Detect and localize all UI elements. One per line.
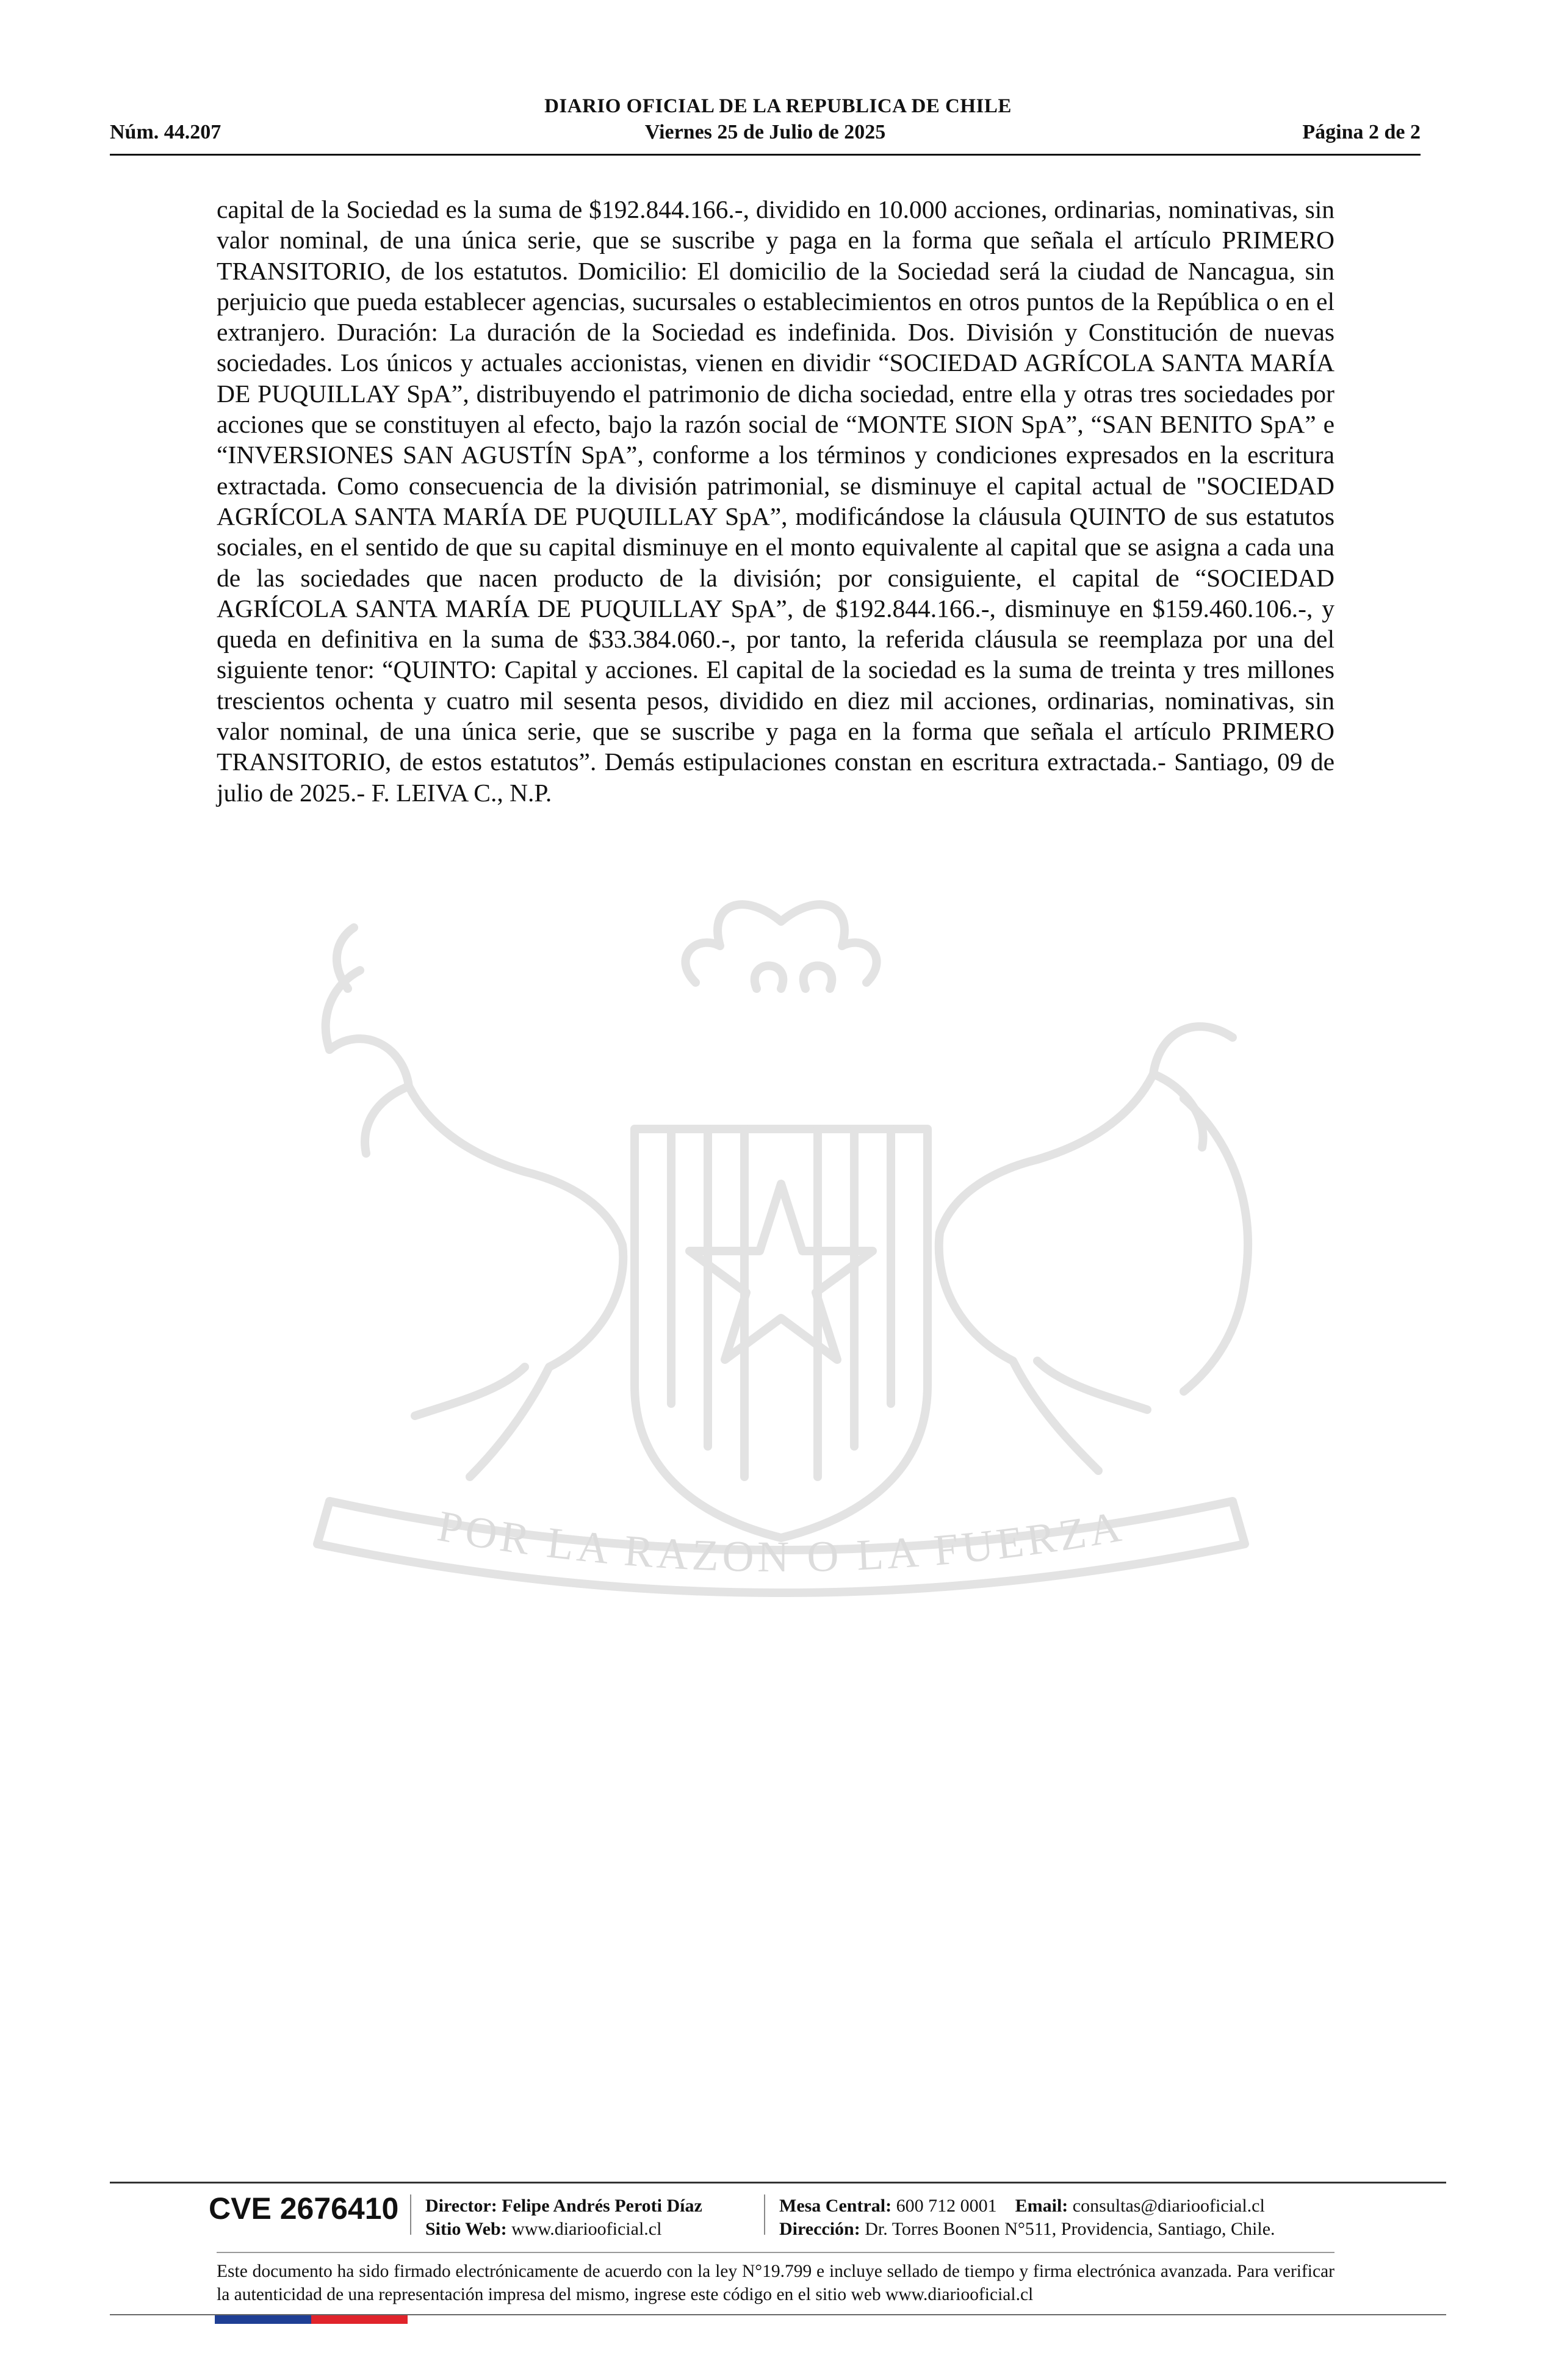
coat-of-arms-icon <box>207 867 1355 1678</box>
issue-number: Núm. 44.207 <box>110 121 222 143</box>
footer-contact-block <box>779 2194 1275 2241</box>
mesa-phone: 600 712 0001 <box>896 2196 997 2216</box>
header-row <box>110 121 1421 146</box>
mesa-label: Mesa Central: <box>779 2196 892 2216</box>
svg-text:POR LA RAZON O LA FUERZA <box>434 1501 1128 1581</box>
issue-date: Viernes 25 de Julio de 2025 <box>644 121 886 143</box>
footer-director-block <box>425 2194 702 2241</box>
newspaper-title: DIARIO OFICIAL DE LA REPUBLICA DE CHILE <box>544 95 1012 117</box>
footer-divider-top <box>110 2182 1446 2183</box>
address-value: Dr. Torres Boonen N°511, Providencia, Santiago, Chile. <box>865 2219 1275 2239</box>
email-label: Email: <box>1015 2196 1068 2216</box>
website-label: Sitio Web: <box>425 2219 507 2239</box>
director-label: Director: <box>425 2196 497 2216</box>
flag-blue-segment <box>215 2315 311 2324</box>
footer-divider-middle <box>217 2252 1334 2253</box>
footer-separator <box>410 2194 411 2235</box>
flag-stripe <box>215 2315 408 2324</box>
page-indicator: Página 2 de 2 <box>1302 121 1421 143</box>
website-link[interactable]: www.diariooficial.cl <box>511 2219 662 2239</box>
motto-text: POR LA RAZON O LA FUERZA <box>434 1501 1128 1582</box>
email-link[interactable]: consultas@diariooficial.cl <box>1072 2196 1265 2216</box>
address-label: Dirección: <box>779 2219 860 2239</box>
notice-body: capital de la Sociedad es la suma de $192.844.166.-, dividido en 10.000 acciones, ordinarias, nominativas, sin valor nominal, de una única serie, que se suscribe y paga en la forma que señala el artículo PRIMERO TRANSITORIO, de los estatutos. Domicilio: El domicilio de la Sociedad será la ciudad de Nancagua, sin perjuicio que pueda establecer agencias, sucursales o establecimientos en otros puntos de la República o en el extranjero. Duración: La duración de la Sociedad es indefinida. Dos. División y Constitución de nuevas sociedades. Los únicos y actuales accionistas, vienen en dividir “SOCIEDAD AGRÍCOLA SANTA MARÍA DE PUQUILLAY SpA”, distribuyendo el patrimonio de dicha sociedad, entre ella y otras tres sociedades por acciones que se constituyen al efecto, bajo la razón social de “MONTE SION SpA”, “SAN BENITO SpA” e “INVERSIONES SAN AGUSTÍN SpA”, conforme a los términos y condiciones expresados en la escritura extractada. Como consecuencia de la división patrimonial, se disminuye el capital actual de "SOCIEDAD AGRÍCOLA SANTA MARÍA DE PUQUILLAY SpA”, modificándose la cláusula QUINTO de sus estatutos sociales, en el sentido de que su capital disminuye en el monto equivalente al capital que se asigna a cada una de las sociedades que nacen producto de la división; por consiguiente, el capital de “SOCIEDAD AGRÍCOLA SANTA MARÍA DE PUQUILLAY SpA”, de $192.844.166.-, disminuye en $159.460.106.-, y queda en definitiva en la suma de $33.384.060.-, por tanto, la referida cláusula se reemplaza por una del siguiente tenor: “QUINTO: Capital y acciones. El capital de la sociedad es la suma de treinta y tres millones trescientos ochenta y cuatro mil sesenta pesos, dividido en diez mil acciones, ordinarias, nominativas, sin valor nominal, de una única serie, que se suscribe y paga en la forma que señala el artículo PRIMERO TRANSITORIO, de estos estatutos”. Demás estipulaciones constan en escritura extractada.- Santiago, 09 de julio de 2025.- F. LEIVA C., N.P. <box>217 195 1334 807</box>
legal-notice: Este documento ha sido firmado electrónicamente de acuerdo con la ley N°19.799 e incluye sellado de tiempo y firma electrónica avanzada. Para verificar la autenticidad de una representación impresa del mismo, ingrese este código en el sitio web www.diariooficial.cl <box>217 2262 1334 2304</box>
flag-red-segment <box>311 2315 408 2324</box>
cve-code: CVE 2676410 <box>209 2191 399 2226</box>
director-name: Felipe Andrés Peroti Díaz <box>502 2196 702 2216</box>
header-divider <box>110 154 1421 156</box>
footer-separator <box>764 2194 765 2235</box>
